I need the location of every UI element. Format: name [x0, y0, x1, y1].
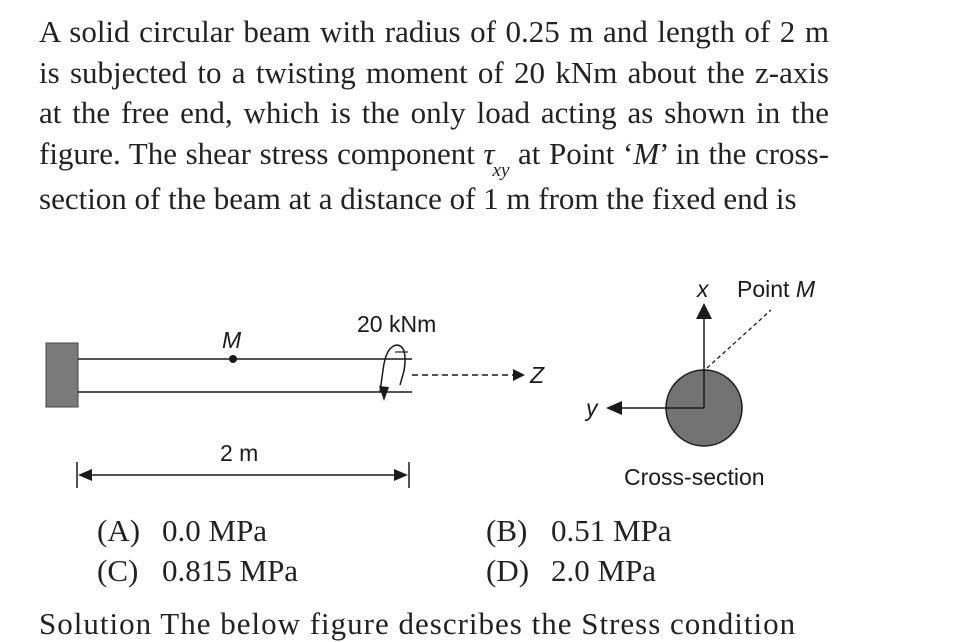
dim-arrow-right-icon	[394, 469, 408, 481]
tau-subscript: xy	[492, 159, 510, 181]
option-a[interactable]	[97, 511, 298, 551]
tau-symbol: τ	[483, 135, 495, 171]
question-part1: A solid circular beam with radius of 0.25 m and length of 2 m is subjected to a twisting moment of 20 kNm about the z-axis at the free end, which is the only load acting as shown in the figure. The shear stress component	[39, 14, 829, 171]
option-c-value: 0.815 MPa	[162, 553, 299, 588]
fixed-support	[46, 343, 78, 407]
option-c[interactable]	[97, 551, 298, 591]
option-a-label: (A)	[97, 513, 141, 548]
point-m-label: M	[222, 327, 242, 353]
x-axis-label: x	[697, 276, 709, 302]
y-axis-arrow-icon	[606, 401, 622, 415]
length-label: 2 m	[220, 440, 259, 466]
option-a-value: 0.0 MPa	[162, 513, 268, 548]
z-axis-arrow-icon	[513, 369, 525, 381]
option-b-label: (B)	[486, 513, 528, 548]
z-axis-label: Z	[530, 362, 545, 388]
option-d-label: (D)	[486, 553, 530, 588]
point-m-leader-line	[707, 310, 771, 368]
point-name: M	[633, 135, 660, 171]
moment-label: 20 kNm	[357, 311, 437, 337]
x-axis-arrow-icon	[696, 303, 712, 319]
y-axis-label: y	[586, 395, 598, 421]
option-d-value: 2.0 MPa	[551, 553, 657, 588]
question-part3: ’ in the cross-section of the beam at a distance of 1 m from the fixed end is	[39, 135, 829, 216]
dim-arrow-left-icon	[78, 469, 92, 481]
question-text	[39, 12, 829, 220]
cross-section-caption: Cross-section	[624, 464, 765, 490]
question-part2: at Point ‘	[509, 135, 634, 171]
option-d[interactable]	[486, 551, 672, 591]
option-b[interactable]	[486, 511, 672, 551]
point-m-section-label: Point M	[737, 276, 815, 302]
option-b-value: 0.51 MPa	[551, 513, 672, 548]
options-left-column	[97, 511, 298, 591]
option-c-label: (C)	[97, 553, 139, 588]
options-right-column	[486, 511, 672, 591]
solution-cutoff-text: Solution The below figure describes the Stress condition	[39, 606, 797, 641]
beam-figure	[0, 250, 961, 510]
point-m-dot	[229, 355, 237, 363]
